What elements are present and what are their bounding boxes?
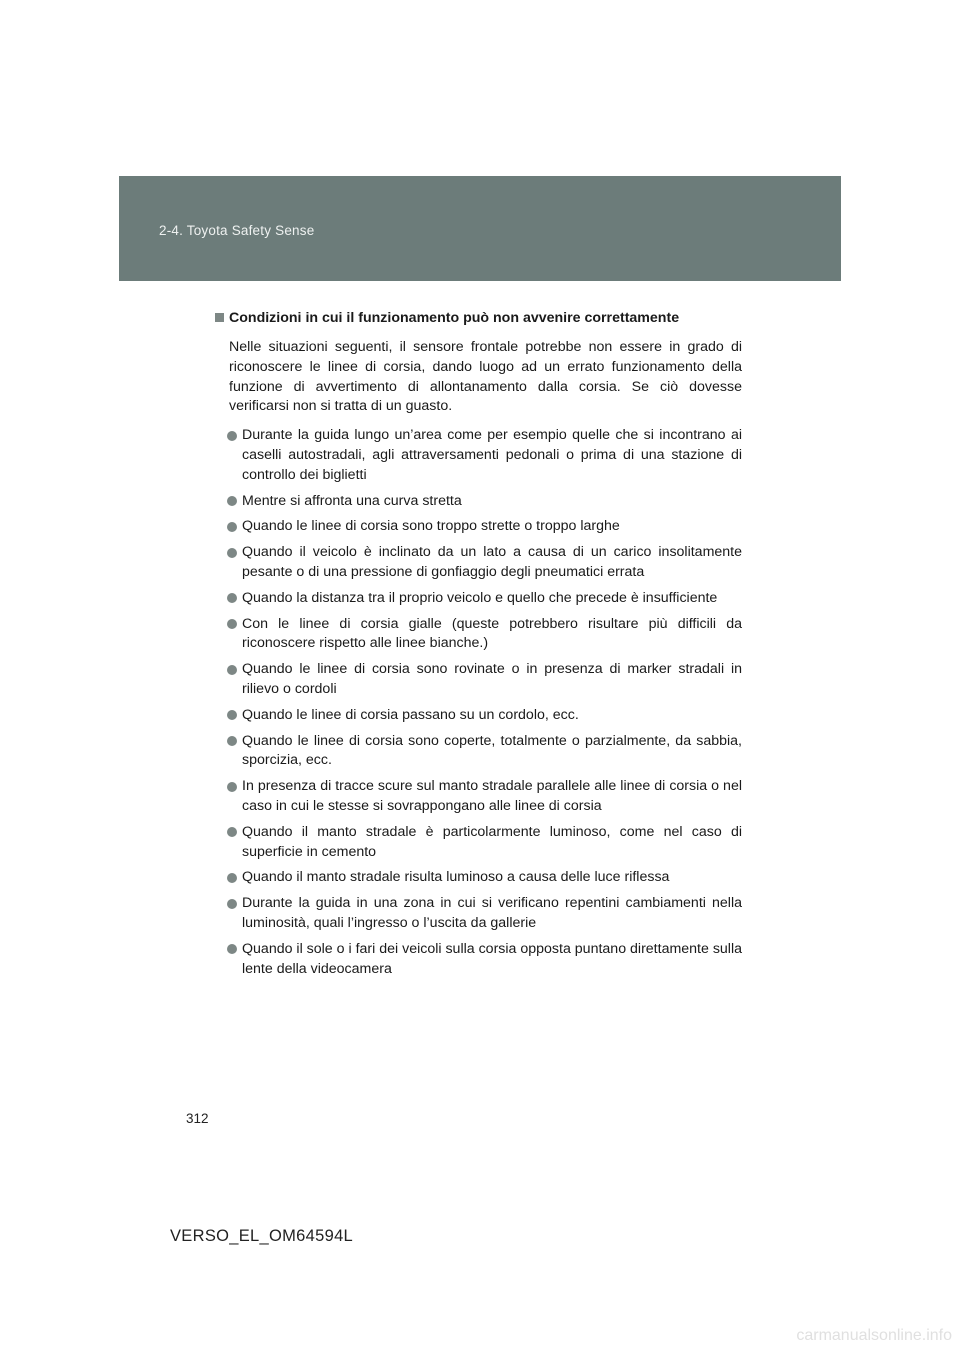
list-item xyxy=(214,615,742,655)
list-item xyxy=(214,868,742,888)
list-item-text: Quando il manto stradale risulta luminoso a causa delle luce riflessa xyxy=(242,869,670,886)
list-item xyxy=(214,940,742,980)
main-content xyxy=(214,308,742,985)
list-item xyxy=(214,492,742,512)
circle-bullet-icon xyxy=(227,496,237,506)
list-item xyxy=(214,894,742,934)
section-title: 2-4. Toyota Safety Sense xyxy=(159,223,315,238)
document-code: VERSO_EL_OM64594L xyxy=(170,1227,354,1245)
circle-bullet-icon xyxy=(227,710,237,720)
circle-bullet-icon xyxy=(227,827,237,837)
condition-list xyxy=(214,426,742,979)
square-bullet-icon xyxy=(215,313,224,322)
circle-bullet-icon xyxy=(227,522,237,532)
circle-bullet-icon xyxy=(227,782,237,792)
list-item xyxy=(214,732,742,772)
list-item xyxy=(214,517,742,537)
list-item-text: Quando le linee di corsia passano su un cordolo, ecc. xyxy=(242,706,579,723)
list-item-text: Quando il sole o i fari dei veicoli sulla corsia opposta puntano direttamente sulla lente della videocamera xyxy=(242,940,743,977)
list-item-text: Quando le linee di corsia sono troppo strette o troppo larghe xyxy=(242,518,620,535)
list-item xyxy=(214,660,742,700)
list-item-text: Durante la guida lungo un’area come per esempio quelle che si incontrano ai caselli autostradali, agli attraversamenti pedonali o prima di una stazione di controllo dei biglietti xyxy=(242,427,742,483)
list-item-text: Quando le linee di corsia sono rovinate o in presenza di marker stradali in rilievo o cordoli xyxy=(242,661,742,697)
list-item-text: Quando il manto stradale è particolarmente luminoso, come nel caso di superficie in cemento xyxy=(242,823,742,860)
list-item-text: Quando il veicolo è inclinato da un lato a causa di un carico insolitamente pesante o di una pressione di gonfiaggio degli pneumatici errata xyxy=(242,544,742,580)
section-header-band xyxy=(119,176,841,281)
list-item xyxy=(214,589,742,609)
watermark: carmanualsonline.info xyxy=(796,1327,952,1344)
section-heading xyxy=(214,308,742,328)
circle-bullet-icon xyxy=(227,548,237,558)
circle-bullet-icon xyxy=(227,593,237,603)
circle-bullet-icon xyxy=(227,873,237,883)
intro-paragraph: Nelle situazioni seguenti, il sensore frontale potrebbe non essere in grado di riconoscere le linee di corsia, dando luogo ad un errato funzionamento della funzione di avvertimento di allontanamento dalla corsia. Se ciò dovesse verificarsi non si tratta di un guasto. xyxy=(229,339,742,415)
list-item xyxy=(214,543,742,583)
circle-bullet-icon xyxy=(227,619,237,629)
circle-bullet-icon xyxy=(227,899,237,909)
list-item xyxy=(214,823,742,863)
list-item xyxy=(214,777,742,817)
list-item xyxy=(214,706,742,726)
list-item-text: In presenza di tracce scure sul manto stradale parallele alle linee di corsia o nel caso in cui le stesse si sovrappongano alle linee di corsia xyxy=(242,778,742,814)
circle-bullet-icon xyxy=(227,431,237,441)
circle-bullet-icon xyxy=(227,944,237,954)
circle-bullet-icon xyxy=(227,736,237,746)
list-item-text: Con le linee di corsia gialle (queste potrebbero risultare più difficili da riconoscere rispetto alle linee bianche.) xyxy=(242,615,742,652)
page-number: 312 xyxy=(186,1111,209,1126)
circle-bullet-icon xyxy=(227,665,237,675)
list-item-text: Quando le linee di corsia sono coperte, totalmente o parzialmente, da sabbia, sporcizia, ecc. xyxy=(242,732,742,769)
list-item xyxy=(214,426,742,485)
list-item-text: Quando la distanza tra il proprio veicolo e quello che precede è insufficiente xyxy=(242,589,718,606)
section-heading-text: Condizioni in cui il funzionamento può non avvenire correttamente xyxy=(229,310,680,326)
list-item-text: Mentre si affronta una curva stretta xyxy=(242,492,462,509)
list-item-text: Durante la guida in una zona in cui si verificano repentini cambiamenti nella luminosità, quali l’ingresso o l’uscita da gallerie xyxy=(242,895,742,931)
